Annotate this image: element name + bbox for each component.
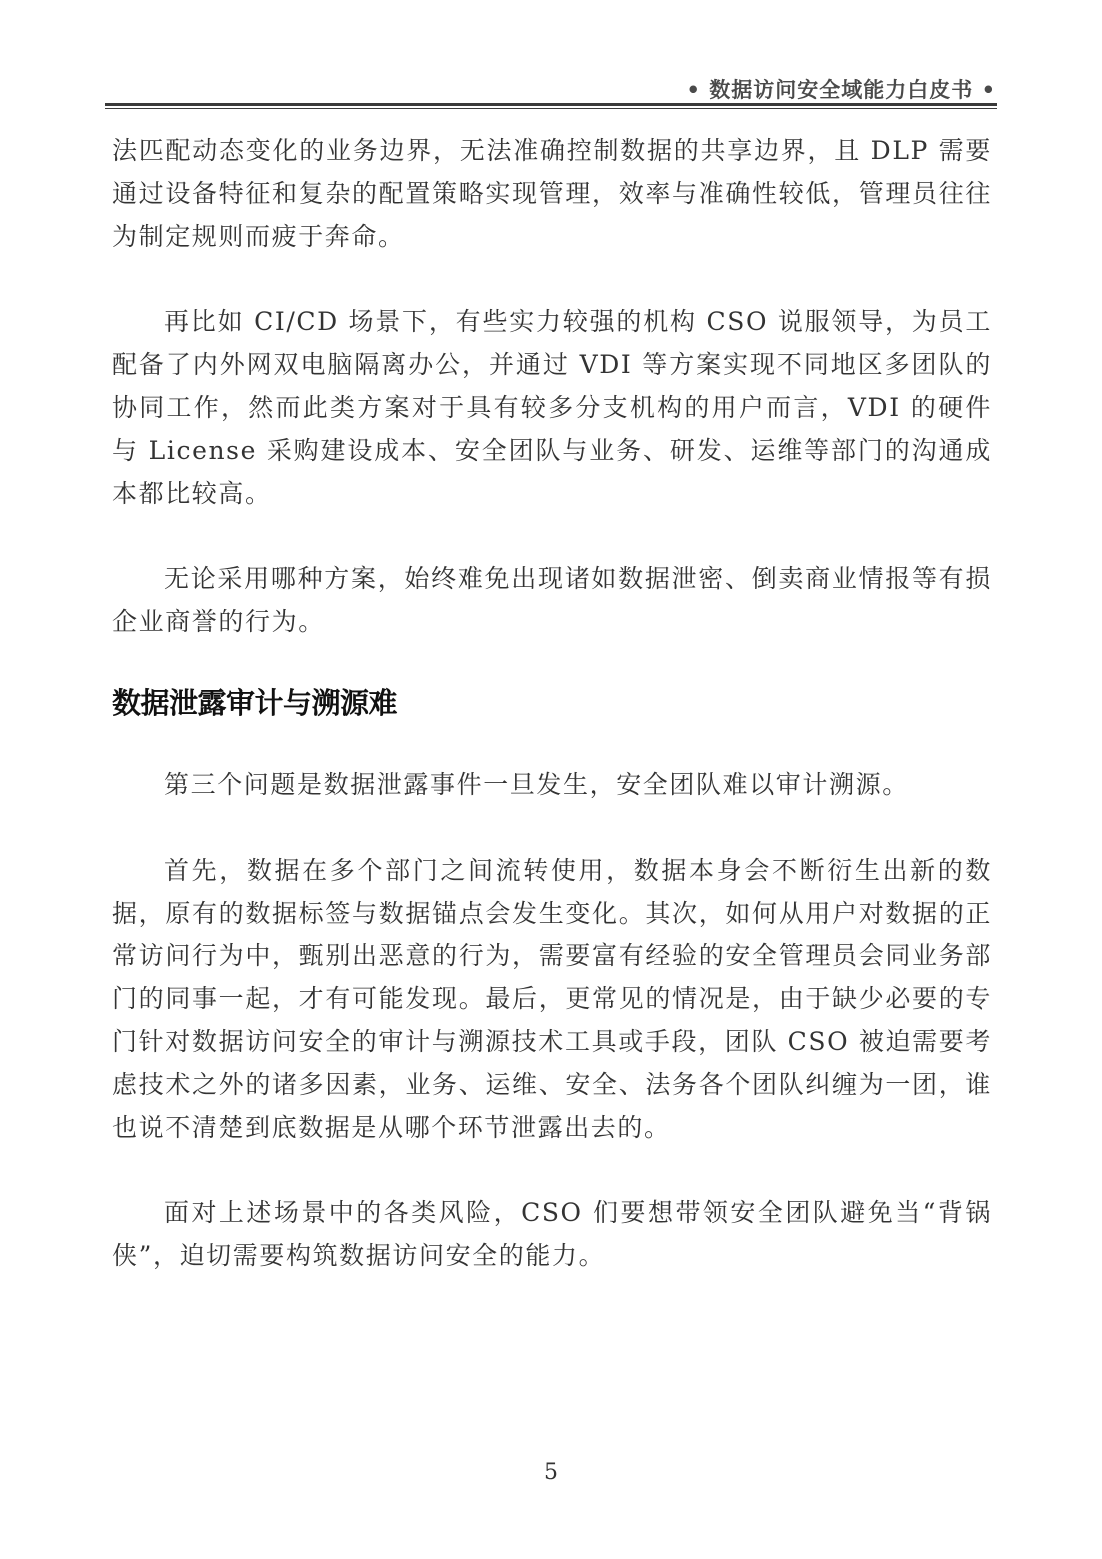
page-body [112, 130, 992, 1278]
paragraph-any-solution: 无论采用哪种方案，始终难免出现诸如数据泄密、倒卖商业情报等有损企业商誉的行为。 [112, 564, 992, 637]
paragraph-continued: 法匹配动态变化的业务边界，无法准确控制数据的共享边界，且 DLP 需要通过设备特征和复杂的配置策略实现管理，效率与准确性较低，管理员往往为制定规则而疲于奔命。 [112, 136, 992, 251]
paragraph-third-problem: 第三个问题是数据泄露事件一旦发生，安全团队难以审计溯源。 [164, 769, 909, 799]
paragraph-first-second-last: 首先，数据在多个部门之间流转使用，数据本身会不断衍生出新的数据，原有的数据标签与数据锚点会发生变化。其次，如何从用户对数据的正常访问行为中，甄别出恶意的行为，需要富有经验的安全管理员会同业务部门的同事一起，才有可能发现。最后，更常见的情况是，由于缺少必要的专门针对数据访问安全的审计与溯源技术工具或手段，团队 CSO 被迫需要考虑技术之外的诸多因素，业务、运维、安全、法务各个团队纠缠为一团，谁也说不清楚到底数据是从哪个环节泄露出去的。 [112, 855, 992, 1142]
section-heading: 数据泄露审计与溯源难 [112, 685, 398, 720]
paragraph-conclusion: 面对上述场景中的各类风险，CSO 们要想带领安全团队避免当“背锅侠”，迫切需要构筑数据访问安全的能力。 [112, 1198, 992, 1271]
paragraph-ci-cd: 再比如 CI/CD 场景下，有些实力较强的机构 CSO 说服领导，为员工配备了内外网双电脑隔离办公，并通过 VDI 等方案实现不同地区多团队的协同工作，然而此类方案对于具有较多分支机构的用户而言，VDI 的硬件与 License 采购建设成本、安全团队与业务、研发、运维等部门的沟通成本都比较高。 [112, 307, 992, 508]
page-number: 5 [544, 1460, 558, 1485]
running-header-title: • 数据访问安全域能力白皮书 • [686, 78, 996, 102]
header-rule-thin [105, 108, 997, 109]
header-rule-thick [105, 103, 997, 106]
